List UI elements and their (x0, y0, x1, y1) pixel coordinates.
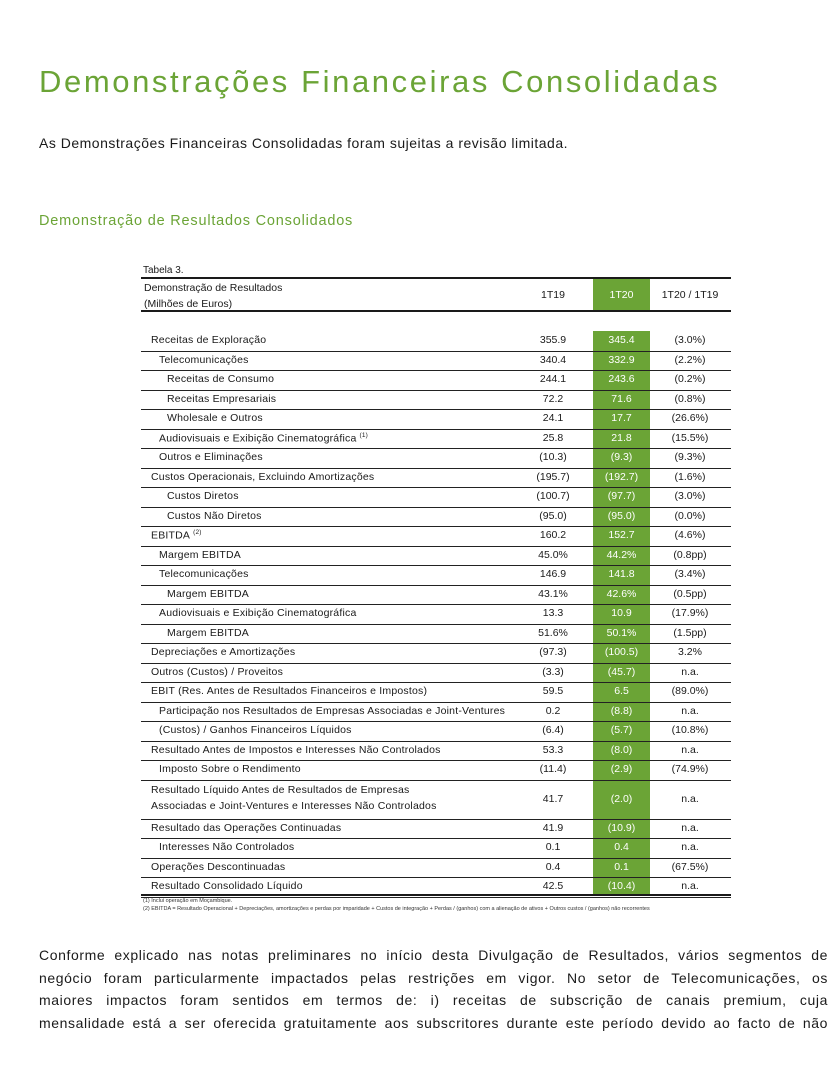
value-1t20: (97.7) (607, 490, 636, 503)
paragraph-line: maiores impactos foram sentidos em termos de: i) receitas de subscrição de canais premium, cuja (39, 992, 828, 1008)
value-1t20: 71.6 (611, 392, 632, 405)
table-row (141, 565, 731, 586)
table-row (141, 507, 731, 528)
value-1t19: 0.1 (545, 841, 561, 854)
value-1t20: (2.9) (610, 763, 633, 776)
value-change: (89.0%) (671, 685, 709, 698)
section-title: Demonstração de Resultados Consolidados (39, 213, 354, 229)
row-label-text: Receitas Empresariais (167, 392, 277, 405)
value-change: n.a. (681, 880, 699, 893)
col-header-1t20: 1T20 (609, 288, 634, 301)
row-label (159, 607, 356, 619)
value-1t20: 21.8 (611, 431, 632, 444)
value-change: (67.5%) (671, 860, 709, 873)
row-label-text: EBITDA (151, 529, 191, 542)
value-change: (3.0%) (674, 334, 706, 347)
paragraph-line: Conforme explicado nas notas preliminares no início desta Divulgação de Resultados, vários segmentos de (39, 947, 828, 963)
footnote-2: (2) EBITDA = Resultado Operacional + Depreciações, amortizações e perdas por imparidade + Custos de integração + Perdas / (ganhos) com a alienação de ativos + Outros custos / (ganhos) não recorrentes (143, 906, 650, 912)
row-label-text: Audiovisuais e Exibição Cinematográfica (159, 607, 357, 620)
value-1t19: 53.3 (542, 743, 564, 756)
value-1t20: (8.8) (610, 704, 633, 717)
row-label-text: Custos Diretos (167, 490, 239, 503)
value-1t19: 42.5 (542, 880, 564, 893)
table-row (141, 604, 731, 625)
row-label-text: Wholesale e Outros (167, 412, 263, 425)
value-1t20: (45.7) (607, 665, 636, 678)
row-label (159, 568, 249, 580)
row-label (159, 451, 263, 463)
value-1t19: 41.7 (542, 792, 564, 805)
row-label-text: Margem EBITDA (167, 587, 249, 600)
value-change: (3.0%) (674, 490, 706, 503)
table-row (141, 468, 731, 489)
table-row (141, 487, 731, 508)
value-1t19: (6.4) (542, 724, 564, 737)
row-label-text: Telecomunicações (159, 568, 249, 581)
value-change: (1.6%) (674, 470, 706, 483)
table-row (141, 643, 731, 664)
row-label (151, 880, 303, 892)
row-label-text: Resultado das Operações Continuadas (151, 821, 342, 834)
row-label (159, 705, 505, 717)
table-row (141, 780, 731, 820)
page-title: Demonstrações Financeiras Consolidadas (39, 64, 721, 99)
value-1t19: (10.3) (539, 451, 567, 464)
row-label (151, 471, 374, 483)
value-change: (74.9%) (671, 763, 709, 776)
value-1t19: 41.9 (542, 821, 564, 834)
table-row (141, 858, 731, 879)
table-row (141, 760, 731, 781)
value-change: (15.5%) (671, 431, 709, 444)
value-1t19: 24.1 (542, 412, 564, 425)
value-1t20: (5.7) (610, 724, 633, 737)
table-row (141, 585, 731, 606)
value-1t20: 345.4 (608, 334, 635, 347)
footnote-1: (1) Inclui operação em Moçambique. (143, 898, 233, 904)
table-row (141, 526, 731, 547)
value-1t19: 160.2 (539, 529, 567, 542)
value-1t19: 146.9 (539, 568, 567, 581)
table-row (141, 370, 731, 391)
table-header-rule (141, 310, 731, 312)
value-change: (26.6%) (671, 412, 709, 425)
value-change: (1.5pp) (673, 626, 707, 639)
value-1t19: 13.3 (542, 607, 564, 620)
value-1t19: (95.0) (539, 509, 567, 522)
table-row (141, 351, 731, 372)
row-label-text: Imposto Sobre o Rendimento (159, 763, 301, 776)
row-label-text: (Custos) / Ganhos Financeiros Líquidos (159, 724, 352, 737)
value-1t20: (2.0) (610, 792, 633, 805)
value-1t19: 244.1 (539, 373, 567, 386)
table-header-title (144, 280, 282, 312)
footnote-ref: (2) (193, 529, 202, 537)
table-row (141, 331, 731, 352)
row-label-line2: Associadas e Joint-Ventures e Interesses Não Controlados (151, 799, 437, 812)
table-row (141, 721, 731, 742)
row-label (151, 529, 202, 542)
row-label (151, 782, 437, 814)
value-1t19: (97.3) (539, 646, 567, 659)
table-row (141, 429, 731, 450)
row-label-text: Interesses Não Controlados (159, 841, 295, 854)
row-label-text: Custos Operacionais, Excluindo Amortizações (151, 470, 375, 483)
value-1t19: 59.5 (542, 685, 564, 698)
paragraph-line: mensalidade está a ser oferecida gratuitamente aos subscritores durante este período devido ao facto de não (39, 1014, 828, 1031)
row-label-text: Audiovisuais e Exibição Cinematográfica (159, 432, 357, 445)
value-1t20: (10.4) (607, 880, 636, 893)
table-header-line2: (Milhões de Euros) (144, 298, 233, 310)
value-1t19: (11.4) (539, 763, 567, 776)
row-label-text: Resultado Antes de Impostos e Interesses Não Controlados (151, 743, 441, 756)
value-1t19: 43.1% (538, 587, 568, 600)
row-label (167, 412, 263, 424)
value-1t20: 17.7 (611, 412, 632, 425)
value-change: (0.2%) (674, 373, 706, 386)
value-change: (9.3%) (674, 451, 706, 464)
value-1t20: (10.9) (607, 821, 636, 834)
value-change: 3.2% (678, 646, 702, 659)
value-change: n.a. (681, 792, 699, 805)
value-change: (10.8%) (671, 724, 709, 737)
table-row (141, 390, 731, 411)
table-row (141, 624, 731, 645)
value-1t19: 0.2 (545, 704, 561, 717)
value-change: (17.9%) (671, 607, 709, 620)
value-1t19: 45.0% (538, 548, 568, 561)
value-1t19: (3.3) (542, 665, 564, 678)
row-label-text: Margem EBITDA (159, 548, 241, 561)
body-paragraph (39, 944, 828, 1034)
row-label (159, 549, 241, 561)
value-1t19: 355.9 (539, 334, 567, 347)
row-label (151, 744, 441, 756)
row-label (167, 510, 262, 522)
value-1t20: 42.6% (606, 587, 637, 600)
row-label-text: Depreciações e Amortizações (151, 646, 296, 659)
row-label (159, 841, 294, 853)
value-change: (2.2%) (674, 353, 706, 366)
paragraph-line: negócio foram particularmente impactados pelas restrições em vigor. No setor de Telecomunicações, os (39, 969, 828, 986)
table-row (141, 546, 731, 567)
row-label (167, 588, 249, 600)
value-1t20: 243.6 (608, 373, 635, 386)
row-label-text: Participação nos Resultados de Empresas Associadas e Joint-Ventures (159, 704, 506, 717)
value-1t20: (95.0) (607, 509, 636, 522)
table-label: Tabela 3. (143, 265, 184, 276)
value-1t20: 0.4 (614, 841, 629, 854)
value-1t20: 0.1 (614, 860, 629, 873)
value-change: (0.8pp) (673, 548, 707, 561)
table-row (141, 682, 731, 703)
value-change: n.a. (681, 665, 699, 678)
value-change: (4.6%) (674, 529, 706, 542)
row-label (159, 763, 301, 775)
table-row (141, 448, 731, 469)
value-1t20: 152.7 (608, 529, 635, 542)
value-change: (0.0%) (674, 509, 706, 522)
table-row (141, 409, 731, 430)
row-label-text: Receitas de Exploração (151, 334, 267, 347)
value-1t20: (9.3) (610, 451, 633, 464)
intro-text: As Demonstrações Financeiras Consolidadas foram sujeitas a revisão limitada. (39, 135, 568, 151)
table-row (141, 819, 731, 840)
row-label (159, 432, 368, 445)
value-1t20: (8.0) (610, 743, 633, 756)
value-change: (0.8%) (674, 392, 706, 405)
table-row (141, 741, 731, 762)
row-label-text: Telecomunicações (159, 353, 249, 366)
table-bottom-rule (141, 894, 731, 896)
table-header-line1: Demonstração de Resultados (144, 282, 283, 294)
value-1t19: 0.4 (545, 860, 561, 873)
value-1t19: (100.7) (536, 490, 570, 503)
value-1t20: 10.9 (611, 607, 632, 620)
footnote-ref: (1) (359, 431, 369, 439)
value-1t19: (195.7) (536, 470, 570, 483)
value-1t19: 72.2 (542, 392, 564, 405)
row-label-text: Custos Não Diretos (167, 509, 262, 522)
row-label (167, 490, 239, 502)
value-change: (0.5pp) (673, 587, 707, 600)
table-row (141, 702, 731, 723)
value-change: n.a. (681, 704, 699, 717)
row-label (167, 627, 249, 639)
value-1t20: (192.7) (604, 470, 639, 483)
row-label (151, 334, 266, 346)
value-change: n.a. (681, 821, 699, 834)
row-label-text: Resultado Consolidado Líquido (151, 880, 303, 893)
value-change: n.a. (681, 743, 699, 756)
value-1t20: 44.2% (606, 548, 637, 561)
table-row (141, 663, 731, 684)
row-label (151, 666, 283, 678)
row-label-text: Outros e Eliminações (159, 451, 263, 464)
row-label-text: EBIT (Res. Antes de Resultados Financeiros e Impostos) (151, 685, 428, 698)
table-row (141, 838, 731, 859)
row-label (151, 685, 427, 697)
value-1t19: 25.8 (542, 431, 564, 444)
row-label (167, 373, 274, 385)
row-label-text: Operações Descontinuadas (151, 860, 286, 873)
value-change: (3.4%) (674, 568, 706, 581)
row-label-text: Margem EBITDA (167, 626, 249, 639)
value-1t20: 6.5 (614, 685, 629, 698)
value-1t20: 141.8 (608, 568, 635, 581)
col-header-change: 1T20 / 1T19 (661, 288, 719, 301)
row-label-text: Receitas de Consumo (167, 373, 275, 386)
row-label (159, 724, 352, 736)
col-header-1t19: 1T19 (541, 288, 565, 301)
row-label-text: Outros (Custos) / Proveitos (151, 665, 284, 678)
row-label (167, 393, 276, 405)
value-change: n.a. (681, 841, 699, 854)
row-label (151, 861, 285, 873)
row-label (151, 822, 341, 834)
value-1t19: 51.6% (538, 626, 568, 639)
row-label (151, 646, 295, 658)
value-1t20: 332.9 (608, 353, 635, 366)
value-1t19: 340.4 (539, 353, 567, 366)
value-1t20: (100.5) (604, 646, 639, 659)
value-1t20: 50.1% (606, 626, 637, 639)
row-label-line1: Resultado Líquido Antes de Resultados de Empresas (151, 783, 410, 796)
row-label (159, 354, 249, 366)
